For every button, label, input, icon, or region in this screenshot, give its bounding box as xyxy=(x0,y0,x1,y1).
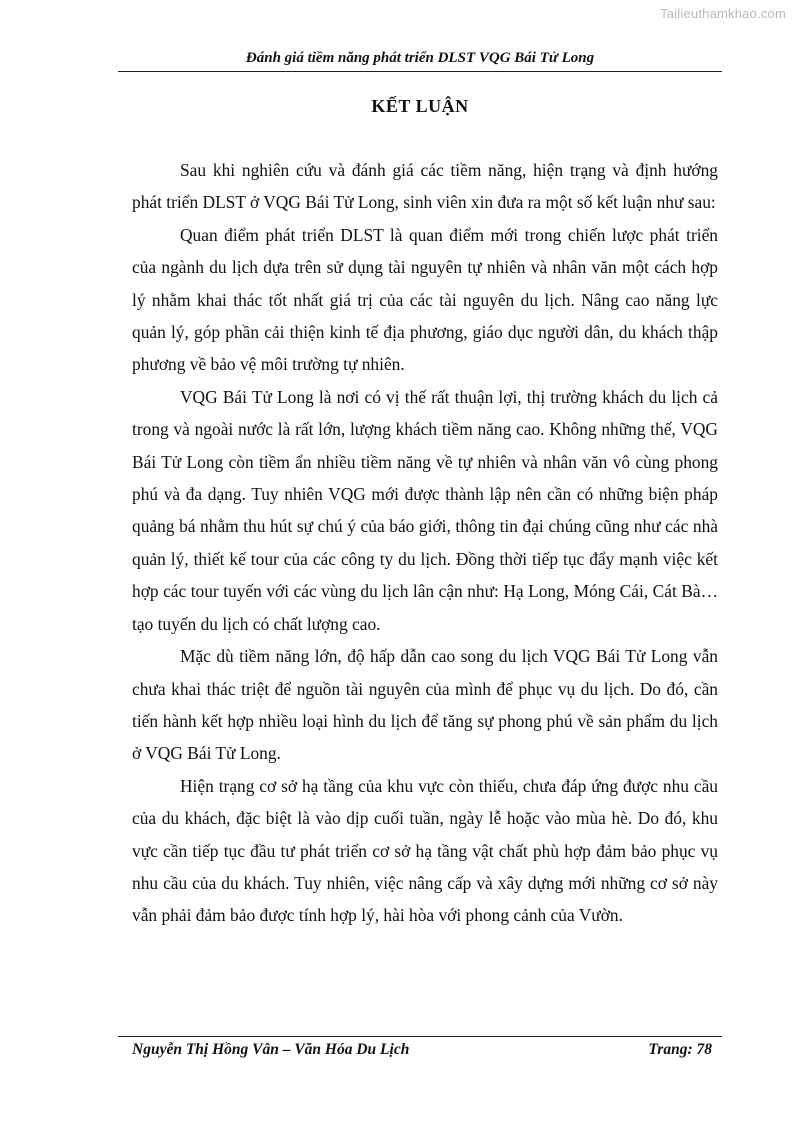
paragraph-3: VQG Bái Tử Long là nơi có vị thế rất thuận lợi, thị trường khách du lịch cả trong và ngoài nước là rất lớn, lượng khách tiềm năng cao. Không những thế, VQG Bái Tử Long còn tiềm ẩn nhiều tiềm năng về tự nhiên và nhân văn vô cùng phong phú và đa dạng. Tuy nhiên VQG mới được thành lập nên cần có những biện pháp quảng bá nhằm thu hút sự chú ý của báo giới, thông tin đại chúng cũng như các nhà quản lý, thiết kế tour của các công ty du lịch. Đồng thời tiếp tục đẩy mạnh việc kết hợp các tour tuyến với các vùng du lịch lân cận như: Hạ Long, Móng Cái, Cát Bà…tạo tuyến du lịch có chất lượng cao. xyxy=(132,386,718,634)
watermark-text: Tailieuthamkhao.com xyxy=(660,6,786,21)
header-divider xyxy=(118,71,722,72)
page-number: Trang: 78 xyxy=(648,1041,712,1058)
paragraph-2: Quan điểm phát triển DLST là quan điểm mới trong chiến lược phát triển của ngành du lịch dựa trên sử dụng tài nguyên tự nhiên và nhân văn một cách hợp lý nhằm khai thác tốt nhất giá trị của các tài nguyên du lịch. Nâng cao năng lực quản lý, góp phần cải thiện kinh tế địa phương, giáo dục người dân, du khách thập phương về bảo vệ môi trường tự nhiên. xyxy=(132,224,718,375)
paragraph-4: Mặc dù tiềm năng lớn, độ hấp dẫn cao song du lịch VQG Bái Tử Long vẫn chưa khai thác triệt để nguồn tài nguyên của mình để phục vụ du lịch. Do đó, cần tiến hành kết hợp nhiều loại hình du lịch để tăng sự phong phú về sản phẩm du lịch ở VQG Bái Tử Long. xyxy=(132,646,718,764)
page-heading: KẾT LUẬN xyxy=(371,96,469,116)
paragraph-5: Hiện trạng cơ sở hạ tầng của khu vực còn thiếu, chưa đáp ứng được nhu cầu của du khách, đặc biệt là vào dịp cuối tuần, ngày lễ hoặc vào mùa hè. Do đó, khu vực cần tiếp tục đầu tư phát triển cơ sở hạ tầng vật chất phù hợp đảm bảo phục vụ nhu cầu của du khách. Tuy nhiên, việc nâng cấp và xây dựng mới những cơ sở này vẫn phải đảm bảo được tính hợp lý, hài hòa với phong cảnh của Vườn. xyxy=(132,775,718,926)
paragraph-1: Sau khi nghiên cứu và đánh giá các tiềm năng, hiện trạng và định hướng phát triển DLST ở VQG Bái Tử Long, sinh viên xin đưa ra một số kết luận như sau: xyxy=(132,160,718,213)
body-text xyxy=(132,154,718,932)
footer-divider xyxy=(118,1036,722,1037)
running-header-title: Đánh giá tiềm năng phát triển DLST VQG Bái Tử Long xyxy=(245,50,595,66)
footer-author: Nguyễn Thị Hồng Vân – Văn Hóa Du Lịch xyxy=(132,1041,410,1058)
